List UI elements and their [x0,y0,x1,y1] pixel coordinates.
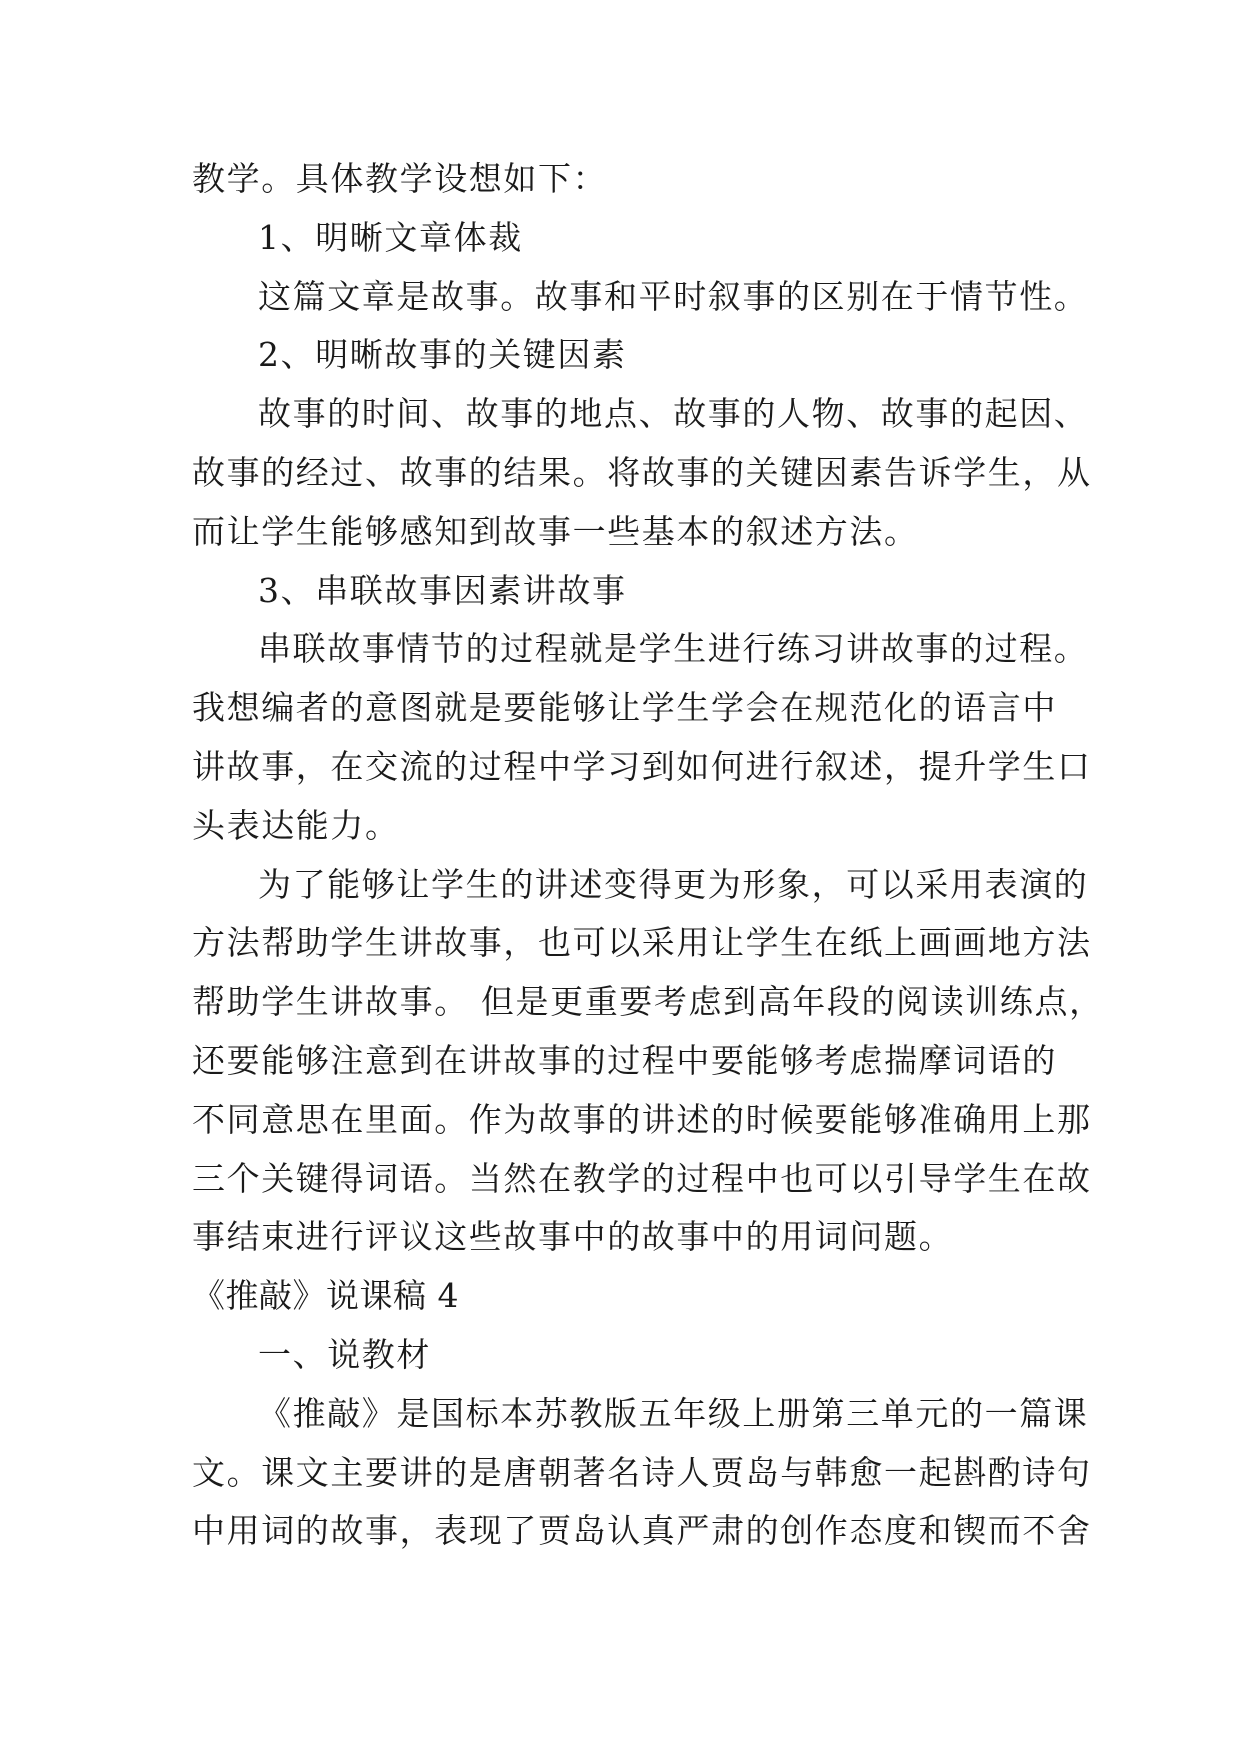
paragraph-line: 三个关键得词语。当然在教学的过程中也可以引导学生在故 [192,1158,1092,1198]
document-title: 《推敲》说课稿 4 [192,1276,459,1316]
paragraph-line: 这篇文章是故事。故事和平时叙事的区别在于情节性。 [258,276,1089,316]
paragraph-line: 串联故事情节的过程就是学生进行练习讲故事的过程。 [258,629,1089,669]
paragraph-line: 《推敲》是国标本苏教版五年级上册第三单元的一篇课 [258,1393,1089,1433]
paragraph-line: 不同意思在里面。作为故事的讲述的时候要能够准确用上那 [192,1099,1092,1139]
paragraph-line: 讲故事，在交流的过程中学习到如何进行叙述，提升学生口 [192,746,1092,786]
paragraph-line: 而让学生能够感知到故事一些基本的叙述方法。 [192,511,919,551]
paragraph-line: 我想编者的意图就是要能够让学生学会在规范化的语言中 [192,688,1057,728]
paragraph-line: 还要能够注意到在讲故事的过程中要能够考虑揣摩词语的 [192,1040,1057,1080]
section-heading: 一、说教材 [258,1334,431,1374]
paragraph-line: 中用词的故事，表现了贾岛认真严肃的创作态度和锲而不舍 [192,1511,1092,1551]
paragraph-line: 教学。具体教学设想如下： [192,159,608,198]
paragraph-line: 为了能够让学生的讲述变得更为形象，可以采用表演的 [258,864,1089,904]
section-heading: 3、串联故事因素讲故事 [258,570,627,610]
paragraph-line: 帮助学生讲故事。 但是更重要考虑到高年段的阅读训练点， [192,982,1104,1022]
paragraph-line: 故事的时间、故事的地点、故事的人物、故事的起因、 [258,394,1089,434]
section-heading: 1、明晰文章体裁 [258,217,523,257]
paragraph-line: 事结束进行评议这些故事中的故事中的用词问题。 [192,1217,954,1257]
paragraph-line: 方法帮助学生讲故事，也可以采用让学生在纸上画画地方法 [192,923,1092,963]
document-body [192,150,1104,1561]
paragraph-line: 头表达能力。 [192,805,400,845]
section-heading: 2、明晰故事的关键因素 [258,335,627,375]
paragraph-line: 文。课文主要讲的是唐朝著名诗人贾岛与韩愈一起斟酌诗句 [192,1452,1092,1492]
paragraph-line: 故事的经过、故事的结果。将故事的关键因素告诉学生，从 [192,452,1092,492]
